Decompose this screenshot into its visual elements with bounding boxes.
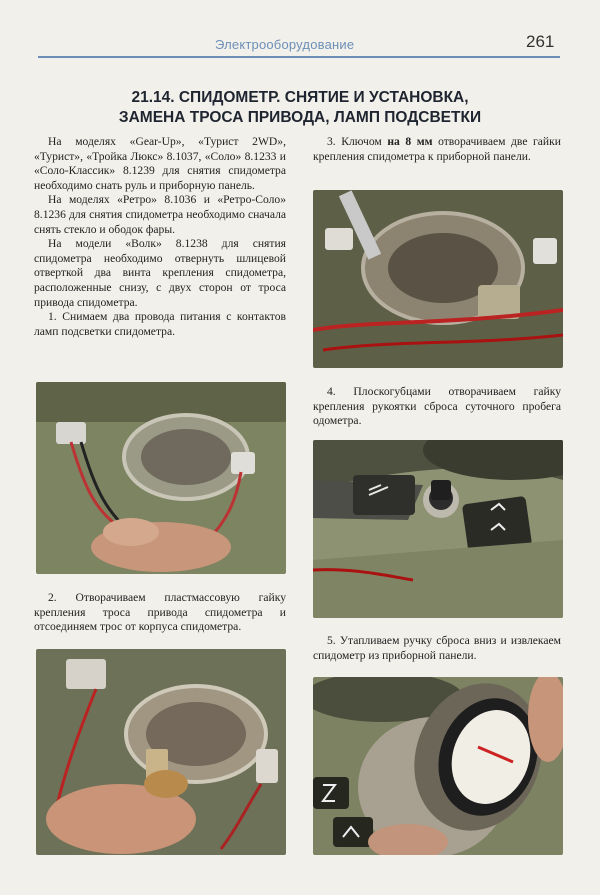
page-number: 261 bbox=[526, 32, 555, 51]
photo-step-5 bbox=[313, 677, 563, 855]
step-4-text: 4. Плоскогубцами отворачиваем гайку крепления рукоятки сброса суточного пробега одометра. bbox=[313, 385, 561, 428]
chapter-title-line-2: ЗАМЕНА ТРОСА ПРИВОДА, ЛАМП ПОДСВЕТКИ bbox=[118, 109, 482, 126]
chapter-title bbox=[40, 88, 560, 128]
photo-step-2 bbox=[36, 649, 286, 855]
running-header-section: Электрооборудование bbox=[215, 37, 355, 52]
paragraph-retro-models: На моделях «Ретро» 8.1036 и «Ретро-Соло» 8.1236 для снятия спидометра необходимо сначала снять стекло и ободок фары. bbox=[34, 193, 286, 236]
step-2-caption bbox=[34, 591, 286, 635]
paragraph-volk-model: На модели «Волк» 8.1238 для снятия спидометра необходимо отвернуть шлицевой отверткой два винта крепления спидометра, расположенные снизу, с двух сторон от троса привода спидометра. bbox=[34, 237, 286, 309]
step-2-text: 2. Отворачиваем пластмассовую гайку крепления троса привода спидометра и отсоединяем трос от корпуса спидометра. bbox=[34, 591, 286, 634]
step-3-key-size: на 8 мм bbox=[387, 135, 433, 148]
step-3-text-start: 3. Ключом bbox=[327, 135, 388, 148]
paragraph-gear-up-models: На моделях «Gear-Up», «Турист 2WD», «Турист», «Тройка Люкс» 8.1037, «Соло» 8.1233 и «Соло-Классик» 8.1239 для снятия спидометра необходимо снать руль и приборную панель. bbox=[34, 135, 286, 192]
step-3-caption bbox=[313, 135, 561, 164]
left-column-text bbox=[34, 135, 286, 339]
step-4-caption bbox=[313, 385, 561, 429]
step-3-text-end: отворачиваем две гайки крепления спидометра к приборной панели. bbox=[313, 135, 561, 163]
step-1-text: 1. Снимаем два провода питания с контактов ламп подсветки спидометра. bbox=[34, 310, 286, 338]
photo-step-4 bbox=[313, 440, 563, 618]
photo-step-3 bbox=[313, 190, 563, 368]
step-5-caption bbox=[313, 634, 561, 663]
photo-step-1 bbox=[36, 382, 286, 574]
chapter-title-line-1: 21.14. СПИДОМЕТР. СНЯТИЕ И УСТАНОВКА, bbox=[131, 89, 469, 106]
header-rule bbox=[38, 56, 560, 58]
step-5-text: 5. Утапливаем ручку сброса вниз и извлекаем спидометр из приборной панели. bbox=[313, 634, 561, 662]
step-3-text bbox=[313, 135, 561, 164]
